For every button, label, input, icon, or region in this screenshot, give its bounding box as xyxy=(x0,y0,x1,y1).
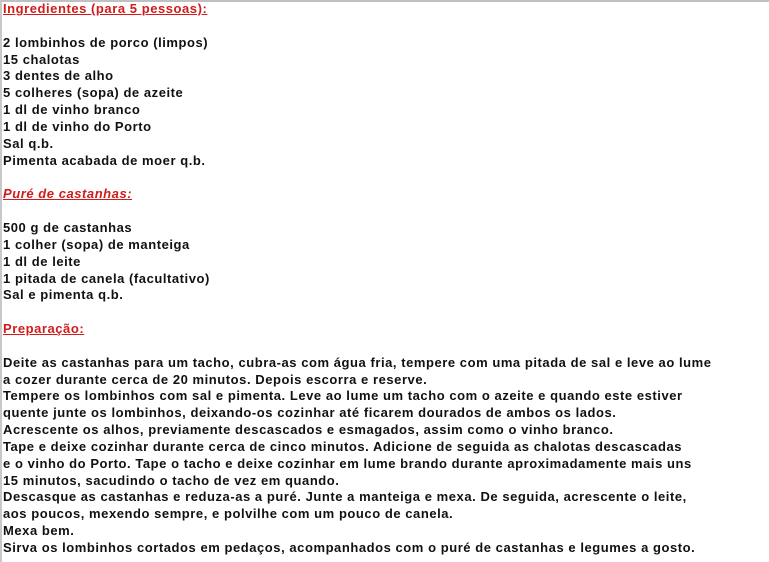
ingredients-heading: Ingredientes (para 5 pessoas): xyxy=(3,1,208,16)
preparation-line: e o vinho do Porto. Tape o tacho e deixe cozinhar em lume brando durante aproximadamente mais uns xyxy=(3,455,692,471)
ingredient-item: 15 chalotas xyxy=(3,51,80,67)
spacer xyxy=(3,304,712,321)
pure-item: 1 pitada de canela (facultativo) xyxy=(3,270,210,286)
preparation-line: 15 minutos, sacudindo o tacho de vez em quando. xyxy=(3,472,340,488)
ingredient-item: 1 dl de vinho do Porto xyxy=(3,118,152,134)
ingredient-item: 5 colheres (sopa) de azeite xyxy=(3,85,184,101)
ingredient-item: Pimenta acabada de moer q.b. xyxy=(3,152,206,168)
preparation-line: Tempere os lombinhos com sal e pimenta. Leve ao lume um tacho com o azeite e quando este estiver xyxy=(3,388,683,404)
pure-item: 500 g de castanhas xyxy=(3,219,133,235)
preparation-line: a cozer durante cerca de 20 minutos. Depois escorra e reserve. xyxy=(3,371,428,387)
pure-item: 1 dl de leite xyxy=(3,253,81,269)
ingredients-list xyxy=(3,35,712,170)
spacer xyxy=(3,169,712,186)
preparation-line: Deite as castanhas para um tacho, cubra-as com água fria, tempere com uma pitada de sal e leve ao lume xyxy=(3,354,712,370)
preparation-line: Mexa bem. xyxy=(3,523,75,539)
pure-heading: Puré de castanhas: xyxy=(3,186,133,202)
preparation-line: quente junte os lombinhos, deixando-os cozinhar até ficarem dourados de ambos os lados. xyxy=(3,405,617,421)
spacer xyxy=(3,338,712,355)
ingredient-item: 1 dl de vinho branco xyxy=(3,102,141,118)
preparation-heading: Preparação: xyxy=(3,321,85,337)
spacer xyxy=(3,203,712,220)
preparation-line: Descasque as castanhas e reduza-as a puré. Junte a manteiga e mexa. De seguida, acrescente o leite, xyxy=(3,489,687,505)
ingredient-item: 2 lombinhos de porco (limpos) xyxy=(3,34,209,50)
preparation-line: Tape e deixe cozinhar durante cerca de cinco minutos. Adicione de seguida as chalotas descascadas xyxy=(3,438,683,454)
ingredient-item: Sal q.b. xyxy=(3,135,54,151)
spacer xyxy=(3,18,712,35)
preparation-line: Sirva os lombinhos cortados em pedaços, acompanhados com o puré de castanhas e legumes a gosto. xyxy=(3,540,696,555)
pure-list xyxy=(3,220,712,304)
ingredient-item: 3 dentes de alho xyxy=(3,68,114,84)
pure-item: 1 colher (sopa) de manteiga xyxy=(3,236,190,252)
preparation-line: Acrescente os alhos, previamente descascados e esmagados, assim como o vinho branco. xyxy=(3,422,614,438)
recipe-document xyxy=(3,1,712,557)
pure-item: Sal e pimenta q.b. xyxy=(3,287,124,303)
preparation-line: aos poucos, mexendo sempre, e polvilhe com um pouco de canela. xyxy=(3,506,454,522)
preparation-text xyxy=(3,355,712,557)
